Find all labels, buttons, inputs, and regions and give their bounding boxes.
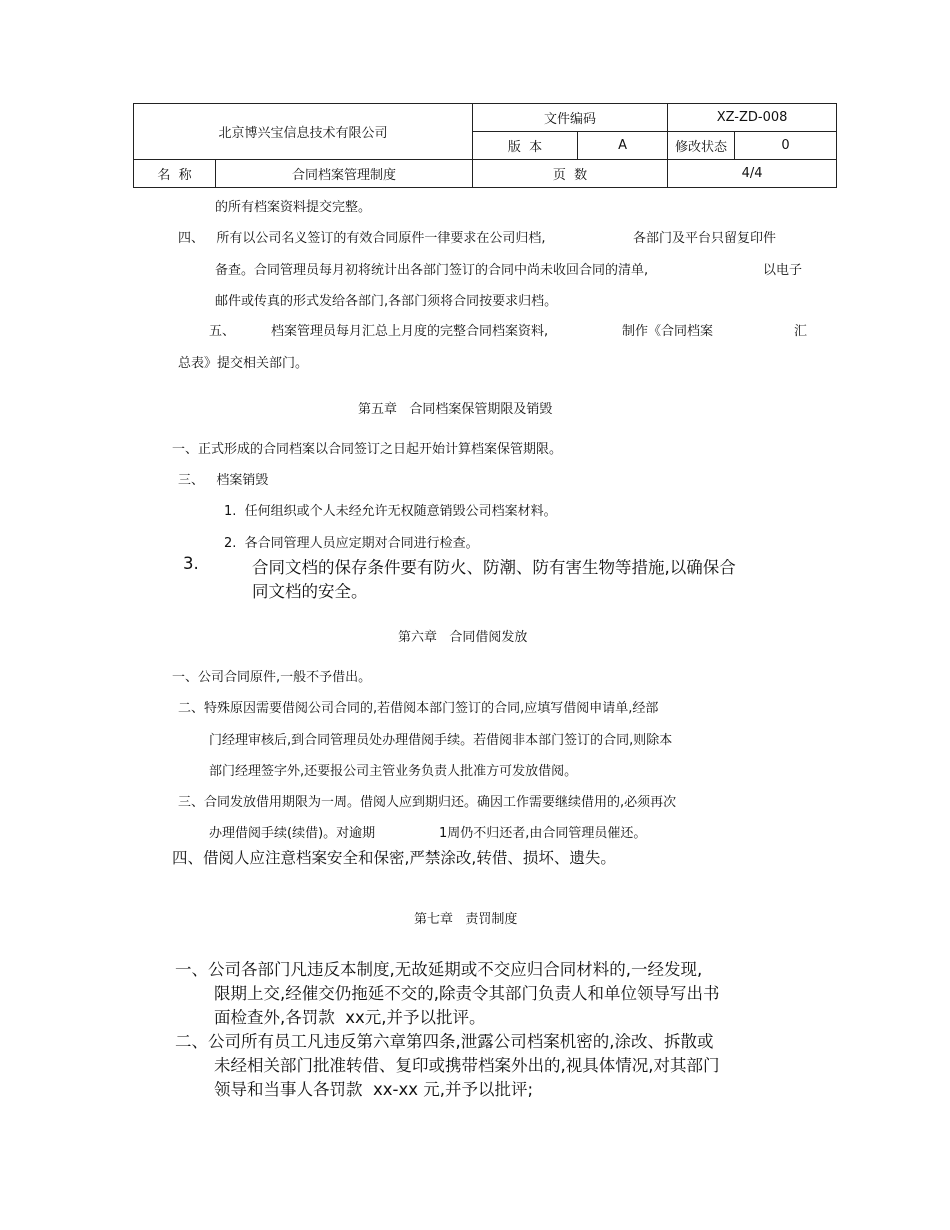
- paragraph-line: 五、: [209, 324, 236, 339]
- paragraph-line: 未经相关部门批准转借、复印或携带档案外出的,视具体情况,对其部门: [214, 1056, 720, 1075]
- name-label: 名 称: [134, 160, 216, 188]
- paragraph-line: 三、 档案销毁: [178, 473, 269, 488]
- paragraph-line: 各部门及平台只留复印件: [633, 231, 777, 246]
- paragraph-line: 办理借阅手续(续借)。对逾期: [209, 826, 376, 841]
- version-value: A: [578, 132, 668, 160]
- revision-label: 修改状态: [668, 132, 735, 160]
- paragraph-line: 一、公司合同原件,一般不予借出。: [172, 670, 372, 685]
- paragraph-line: 领导和当事人各罚款 xx-xx 元,并予以批评;: [214, 1080, 534, 1099]
- document-header-table: [133, 103, 837, 188]
- revision-value: 0: [735, 132, 837, 160]
- paragraph-line: 制作《合同档案: [622, 324, 714, 339]
- pages-value: 4/4: [668, 160, 837, 188]
- paragraph-line: 邮件或传真的形式发给各部门,各部门须将合同按要求归档。: [215, 294, 558, 309]
- paragraph-line: 1周仍不归还者,由合同管理员催还。: [439, 826, 647, 841]
- paragraph-line: 四、借阅人应注意档案安全和保密,严禁涂改,转借、损坏、遗失。: [172, 849, 616, 867]
- paragraph-line: 二、公司所有员工凡违反第六章第四条,泄露公司档案机密的,涂改、拆散或: [175, 1032, 714, 1051]
- paragraph-line: 汇: [794, 324, 808, 339]
- paragraph-line: 限期上交,经催交仍拖延不交的,除责令其部门负责人和单位领导写出书: [214, 984, 720, 1003]
- paragraph-line: 四、 所有以公司名义签订的有效合同原件一律要求在公司归档,: [178, 231, 546, 246]
- list-item: 1. 任何组织或个人未经允许无权随意销毁公司档案材料。: [224, 504, 557, 519]
- paragraph-line: 面检查外,各罚款 xx元,并予以批评。: [214, 1008, 486, 1027]
- paragraph-line: 的所有档案资料提交完整。: [215, 200, 372, 215]
- doc-code-value: XZ-ZD-008: [668, 104, 837, 132]
- pages-label: 页 数: [473, 160, 668, 188]
- name-value: 合同档案管理制度: [216, 160, 473, 188]
- chapter-title: 第七章 责罚制度: [414, 912, 518, 927]
- company-name: 北京博兴宝信息技术有限公司: [134, 104, 473, 160]
- doc-code-label: 文件编码: [473, 104, 668, 132]
- paragraph-line: 部门经理签字外,还要报公司主管业务负责人批准方可发放借阅。: [209, 764, 578, 779]
- list-item-number: 3.: [183, 554, 199, 573]
- paragraph-line: 备查。合同管理员每月初将统计出各部门签订的合同中尚未收回合同的清单,: [215, 263, 649, 278]
- list-item: 2. 各合同管理人员应定期对合同进行检查。: [224, 536, 479, 551]
- paragraph-line: 总表》提交相关部门。: [178, 356, 309, 371]
- chapter-title: 第五章 合同档案保管期限及销毁: [358, 402, 553, 417]
- paragraph-line: 二、特殊原因需要借阅公司合同的,若借阅本部门签订的合同,应填写借阅申请单,经部: [178, 701, 659, 716]
- paragraph-line: 档案管理员每月汇总上月度的完整合同档案资料,: [271, 324, 549, 339]
- paragraph-line: 一、正式形成的合同档案以合同签订之日起开始计算档案保管期限。: [172, 442, 563, 457]
- chapter-title: 第六章 合同借阅发放: [398, 630, 528, 645]
- paragraph-line: 三、合同发放借用期限为一周。借阅人应到期归还。确因工作需要继续借用的,必须再次: [178, 795, 677, 810]
- version-label: 版 本: [473, 132, 578, 160]
- list-item: 合同文档的保存条件要有防火、防潮、防有害生物等措施,以确保合: [252, 558, 736, 577]
- paragraph-line: 以电子: [763, 263, 803, 278]
- paragraph-line: 门经理审核后,到合同管理员处办理借阅手续。若借阅非本部门签订的合同,则除本: [209, 733, 673, 748]
- paragraph-line: 一、公司各部门凡违反本制度,无故延期或不交应归合同材料的,一经发现,: [175, 960, 703, 979]
- list-item: 同文档的安全。: [252, 582, 368, 601]
